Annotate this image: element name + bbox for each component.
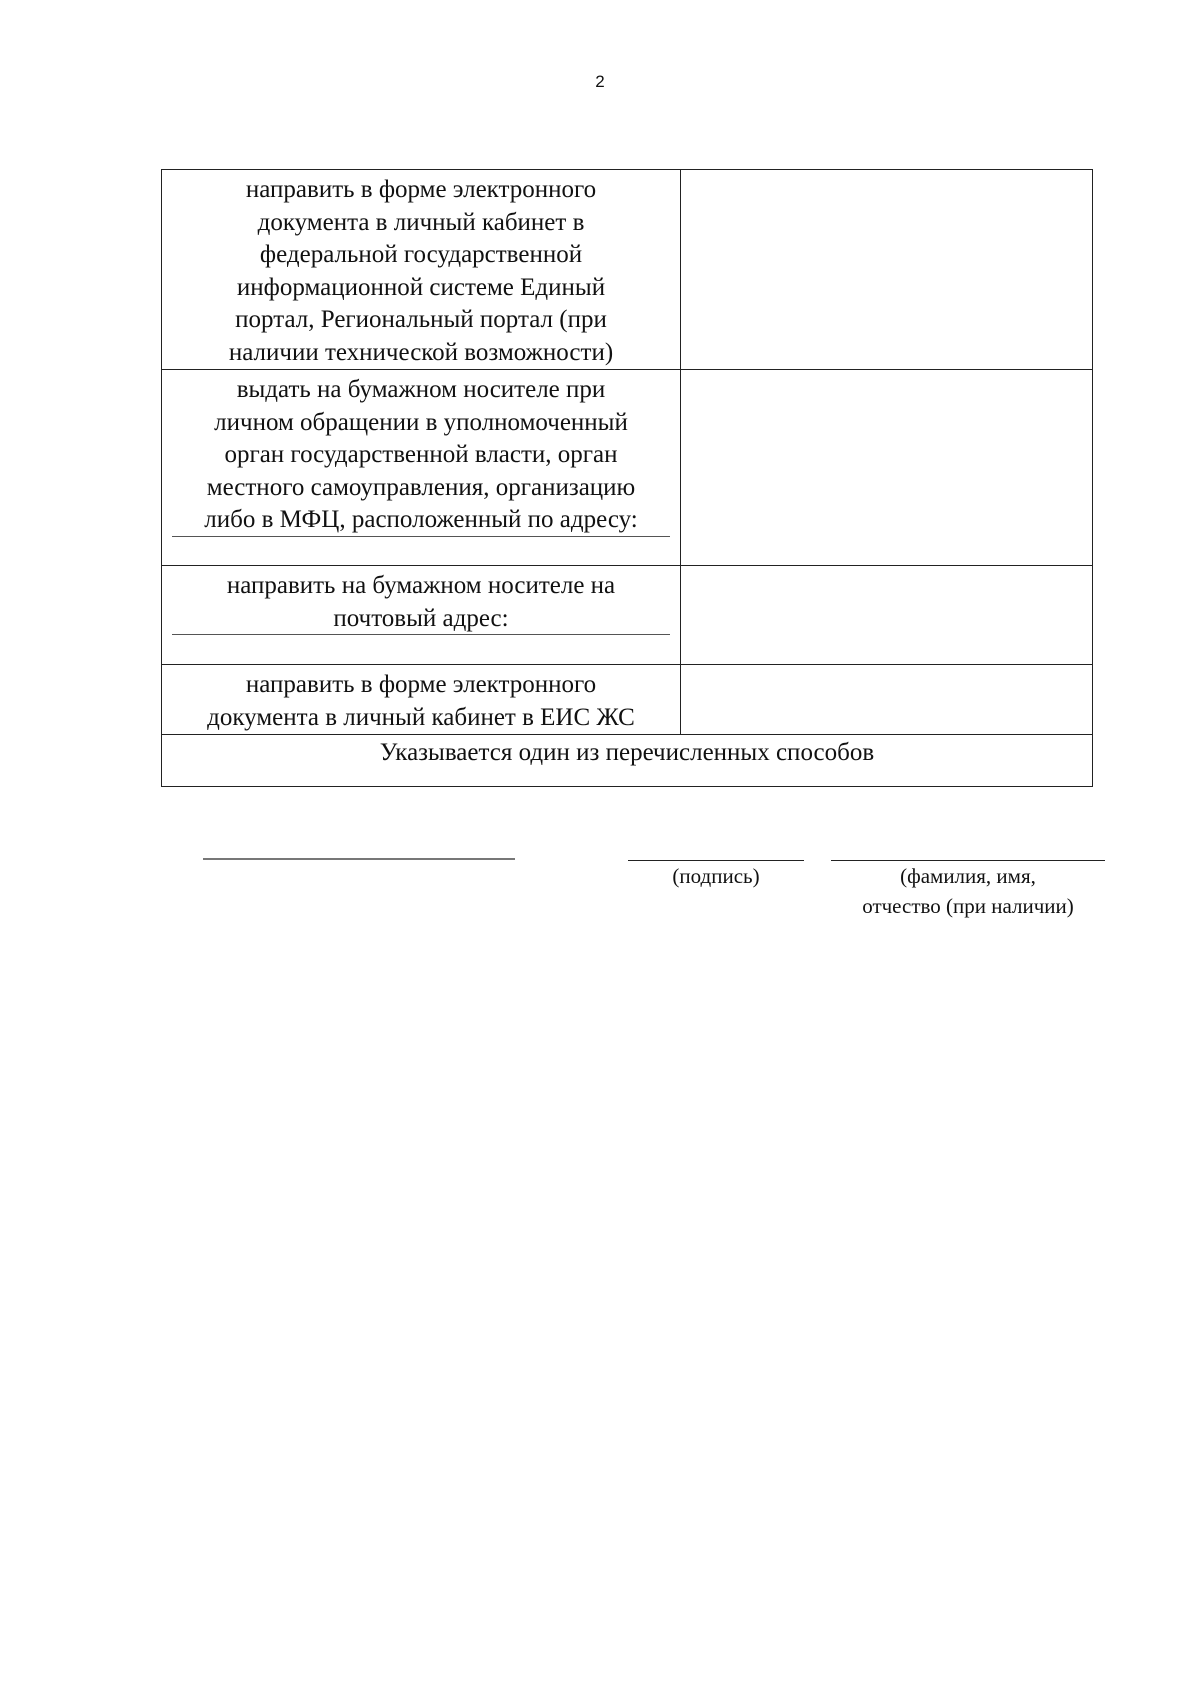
table-note: Указывается один из перечисленных способов [379,739,875,766]
delivery-method-table [161,169,1093,787]
option-label-cell [162,665,681,735]
option-electronic-portal-text: направить в форме электронного документа в личный кабинет в федеральной государственной информационной системе Единый портал, Региональный портал (при наличии технической возможности) [228,176,614,366]
option-label-cell [162,170,681,370]
option-mark-cell[interactable] [681,566,1093,665]
option-label-cell [162,566,681,665]
table-row [162,665,1093,735]
option-label-cell [162,370,681,566]
option-paper-post-text: направить на бумажном носителе на почтовый адрес: [226,572,616,632]
table-row [162,170,1093,370]
table-note-cell [162,735,1093,787]
option-electronic-eis-text: направить в форме электронного документа в личный кабинет в ЕИС ЖС [207,671,635,731]
option-paper-in-person-text: выдать на бумажном носителе при личном обращении в уполномоченный орган государственной власти, орган местного самоуправления, организацию либо в МФЦ, расположенный по адресу: [204,376,638,533]
date-line[interactable] [203,858,515,860]
full-name-caption: (фамилия, имя, отчество (при наличии) [862,864,1074,918]
postal-address-input-line[interactable] [172,634,670,635]
page-number: 2 [595,72,605,91]
option-mark-cell[interactable] [681,370,1093,566]
address-input-line[interactable] [172,536,670,537]
table-row [162,735,1093,787]
option-mark-cell[interactable] [681,665,1093,735]
table-row [162,566,1093,665]
option-mark-cell[interactable] [681,170,1093,370]
table-row [162,370,1093,566]
signature-caption: (подпись) [672,864,760,888]
